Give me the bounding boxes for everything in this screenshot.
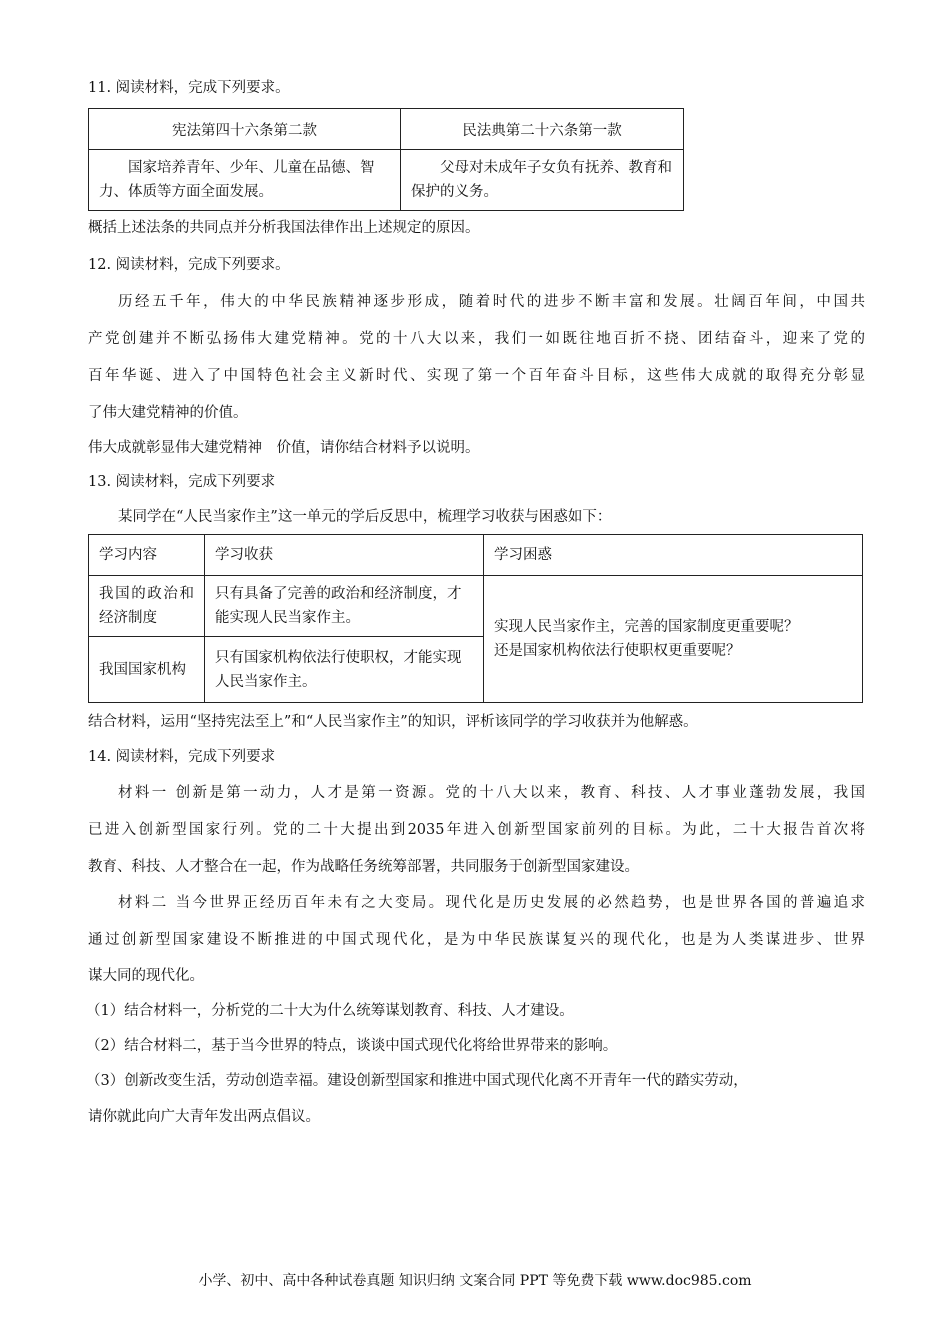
q13-intro: 某同学在“人民当家作主”这一单元的学后反思中，梳理学习收获与困惑如下：	[118, 509, 612, 525]
q11-cell-1: 国家培养青年、少年、儿童在品德、智力、体质等方面全面发展。	[99, 160, 375, 200]
q12-line-2: 产党创建并不断弘扬伟大建党精神。党的十八大以来，我们一如既往地百折不挠、团结奋斗，迎来了党的	[88, 331, 865, 347]
q14-title: 14. 阅读材料，完成下列要求	[88, 749, 276, 765]
q13-table	[88, 534, 863, 703]
q13-row1-gain: 只有具备了完善的政治和经济制度，才能实现人民当家作主。	[215, 586, 462, 626]
q14-m1-line-2: 已进入创新型国家行列。党的二十大提出到2035年进入创新型国家前列的目标。为此，二十大报告首次将	[88, 822, 865, 838]
q13-question: 结合材料，运用“坚持宪法至上”和“人民当家作主”的知识，评析该同学的学习收获并为他解惑。	[88, 714, 698, 730]
q12-line-4: 了伟大建党精神的价值。	[88, 405, 248, 421]
q14-sub3-line-1: （3）创新改变生活，劳动创造幸福。建设创新型国家和推进中国式现代化离不开青年一代的踏实劳动，	[86, 1073, 748, 1089]
q13-confusion	[484, 615, 862, 663]
q12-question: 伟大成就彰显伟大建党精神 价值，请你结合材料予以说明。	[88, 440, 480, 456]
q13-header-gain: 学习收获	[215, 547, 273, 563]
q14-sub2: （2）结合材料二，基于当今世界的特点，谈谈中国式现代化将给世界带来的影响。	[86, 1038, 618, 1054]
q13-confusion-line-1: 实现人民当家作主，完善的国家制度更重要呢？	[494, 619, 799, 635]
q13-row2-content: 我国国家机构	[99, 661, 186, 678]
q13-confusion-line-2: 还是国家机构依法行使职权更重要呢？	[494, 643, 741, 659]
q13-row2-gain: 只有国家机构依法行使职权，才能实现人民当家作主。	[215, 649, 462, 690]
q14-m2-line-3: 谋大同的现代化。	[88, 968, 204, 984]
q14-m2-line-2: 通过创新型国家建设不断推进的中国式现代化，是为中华民族谋复兴的现代化，也是为人类谋进步、世界	[88, 932, 865, 948]
q13-header-confusion: 学习困惑	[494, 547, 552, 563]
q13-header-content: 学习内容	[99, 547, 157, 563]
q11-header-1: 宪法第四十六条第二款	[89, 109, 401, 150]
q13-title: 13. 阅读材料，完成下列要求	[88, 474, 276, 490]
q11-header-2: 民法典第二十六条第一款	[401, 109, 684, 150]
q14-m1-line-3: 教育、科技、人才整合在一起，作为战略任务统筹部署，共同服务于创新型国家建设。	[88, 859, 639, 875]
q11-cell-2: 父母对未成年子女负有抚养、教育和保护的义务。	[411, 160, 672, 200]
q14-m1-line-1: 材料一 创新是第一动力，人才是第一资源。党的十八大以来，教育、科技、人才事业蓬勃发展，我国	[118, 785, 865, 801]
page-footer: 小学、初中、高中各种试卷真题 知识归纳 文案合同 PPT 等免费下载 www.doc985.com	[198, 1273, 752, 1289]
q14-sub1: （1）结合材料一，分析党的二十大为什么统筹谋划教育、科技、人才建设。	[86, 1003, 574, 1019]
q14-m2-line-1: 材料二 当今世界正经历百年未有之大变局。现代化是历史发展的必然趋势，也是世界各国的普遍追求	[118, 895, 865, 911]
q12-title: 12. 阅读材料，完成下列要求。	[88, 257, 290, 273]
q12-line-1: 历经五千年，伟大的中华民族精神逐步形成，随着时代的进步不断丰富和发展。壮阔百年间，中国共	[118, 294, 865, 310]
q14-sub3-line-2: 请你就此向广大青年发出两点倡议。	[88, 1109, 320, 1125]
q11-table	[88, 108, 684, 211]
q11-title: 11. 阅读材料，完成下列要求。	[88, 80, 290, 96]
q11-question: 概括上述法条的共同点并分析我国法律作出上述规定的原因。	[88, 220, 480, 236]
q12-line-3: 百年华诞、进入了中国特色社会主义新时代、实现了第一个百年奋斗目标，这些伟大成就的取得充分彰显	[88, 368, 865, 384]
q13-row1-content: 我国的政治和经济制度	[99, 586, 194, 626]
